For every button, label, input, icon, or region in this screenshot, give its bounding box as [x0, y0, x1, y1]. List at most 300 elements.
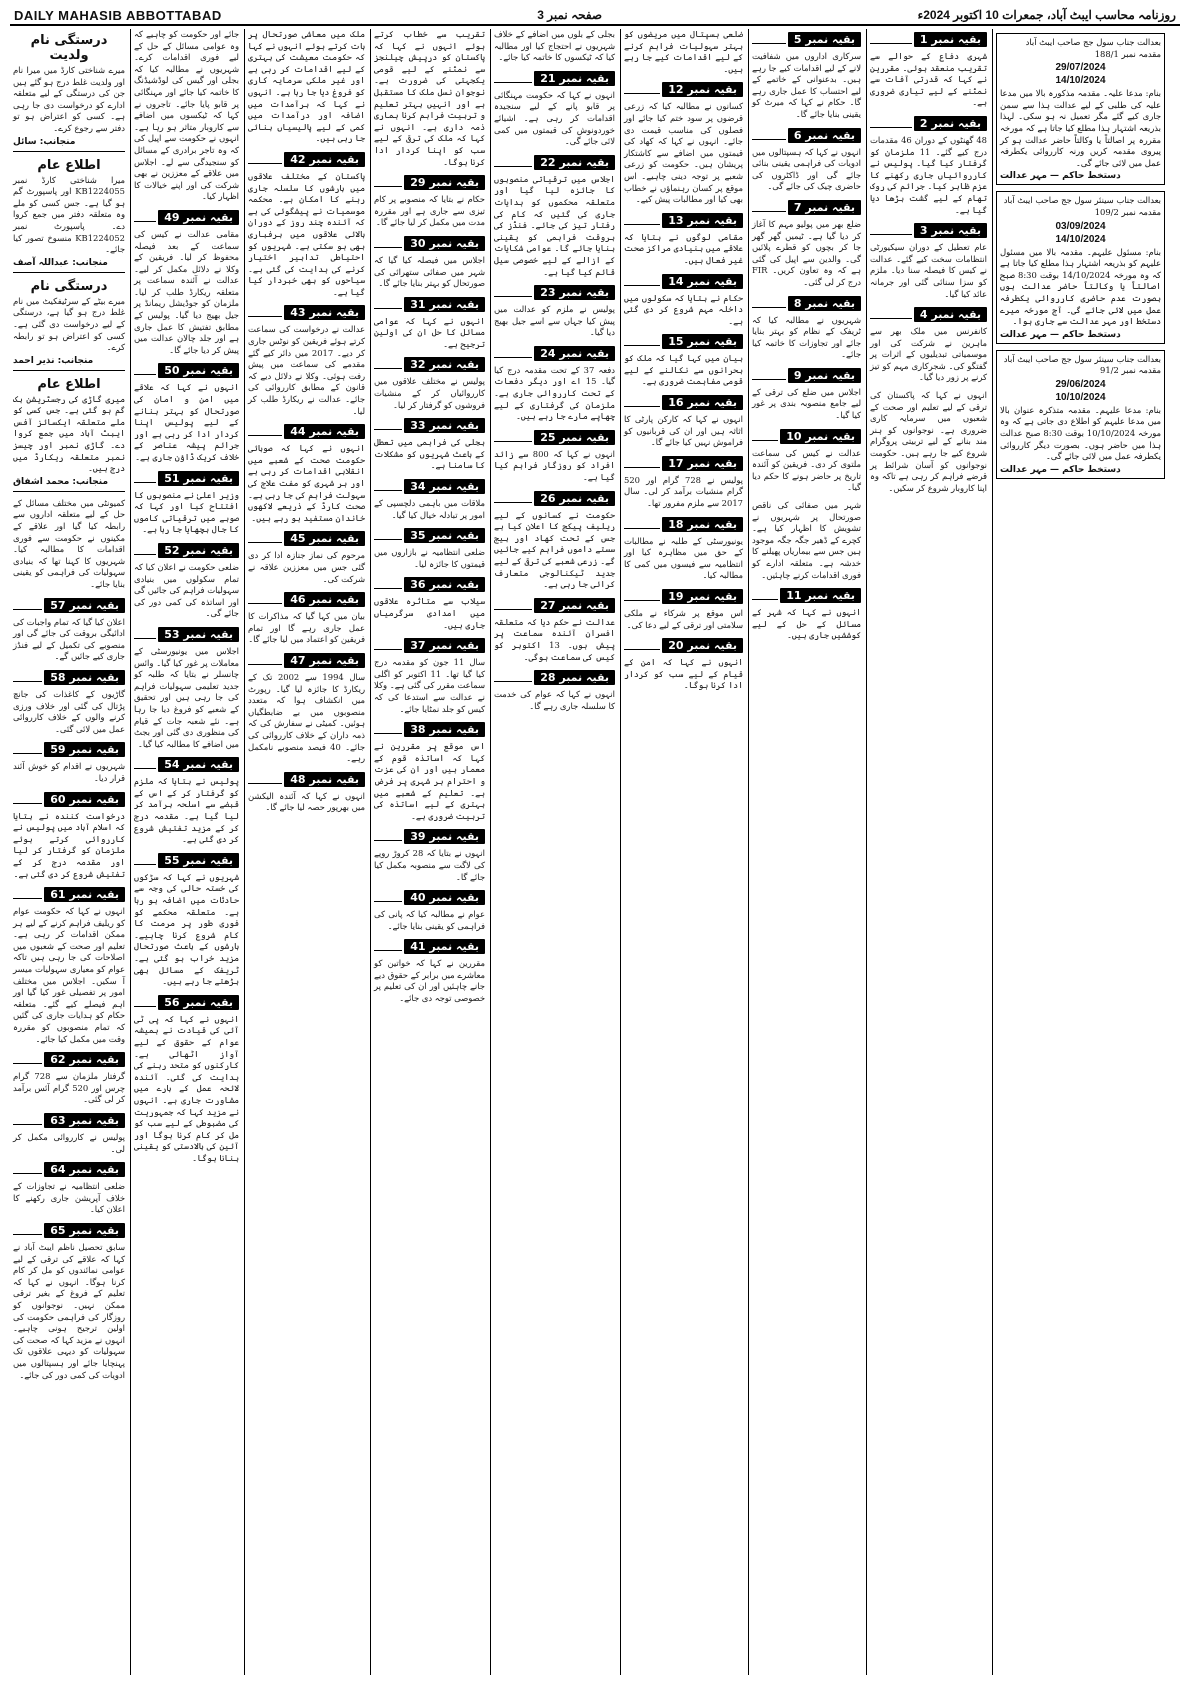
- continuation-body: سابق تحصیل ناظم ایبٹ آباد نے کہا کہ علاقے کی ترقی کے لیے عوامی نمائندوں کو مل کر کام کرنا ہوگا۔ انہوں نے کہا کہ تعلیم کے فروغ کے بغیر ترقی ممکن نہیں۔ نوجوانوں کو روزگار کی فراہمی حکومت کی اولین ترجیح ہونی چاہیے۔ انہوں نے مزید کہا کہ صحت کی سہولیات کو دیہی علاقوں تک پہنچایا جائے اور ہسپتالوں میں ادویات کی کمی دور کی جائے۔: [13, 1241, 125, 1380]
- header-rule: [13, 601, 42, 610]
- header-rule: [374, 580, 402, 589]
- continuation-header: [624, 637, 743, 654]
- header-rule: [870, 310, 912, 319]
- continuation-label: بقیہ نمبر 4: [914, 307, 987, 322]
- continuation-header: [752, 127, 861, 144]
- continuation-header: [248, 591, 365, 608]
- continuation-header: [248, 423, 365, 440]
- continuation-body: عام تعطیل کے دوران سیکیورٹی انتظامات سخت کیے گئے۔ عدالت نے کیس کا فیصلہ سنا دیا۔ ملزم کو سزا سنائی گئی اور جرمانہ عائد کیا گیا۔: [870, 242, 987, 299]
- continuation-label: بقیہ نمبر 42: [284, 152, 365, 167]
- continuation-header: [134, 756, 239, 773]
- continuation-label: بقیہ نمبر 3: [914, 223, 987, 238]
- notice-4-8: [374, 527, 485, 570]
- continuation-body: بیان میں کہا گیا کہ مذاکرات کا عمل جاری رہے گا اور تمام فریقین کو اعتماد میں لیا جائے گا۔: [248, 611, 365, 645]
- continuation-label: بقیہ نمبر 49: [158, 210, 239, 225]
- continuation-header: [494, 429, 615, 446]
- notice-3-3: [248, 304, 365, 417]
- continuation-body: سیلاب سے متاثرہ علاقوں میں امدادی سرگرمیاں جاری ہیں۔: [374, 596, 485, 630]
- continuation-body: انہوں نے کہا کہ صوبائی حکومت صحت کے شعبے میں انقلابی اقدامات کر رہی ہے اور ہر شہری کو مفت علاج کی سہولت فراہم کی جا رہی ہے۔ صحت کارڈ کے ذریعے لاکھوں خاندان مستفید ہو رہے ہیں۔: [248, 443, 365, 523]
- continuation-body: انہوں نے کہا کہ کارکن پارٹی کا اثاثہ ہیں اور ان کی قربانیوں کو فراموش نہیں کیا جائے گا۔: [624, 414, 743, 448]
- news-column-7: [748, 29, 864, 1675]
- continuation-label: بقیہ نمبر 15: [662, 334, 743, 349]
- header-rule: [374, 725, 402, 734]
- masthead: [10, 6, 1180, 26]
- header-rule: [13, 890, 42, 899]
- header-rule: [624, 641, 660, 650]
- continuation-body: پولیس نے مختلف علاقوں میں کارروائیاں کر کے منشیات فروشوں کو گرفتار کر لیا۔: [374, 376, 485, 410]
- issue-date: روزنامہ محاسب ایبٹ آباد، جمعرات 10 اکتوبر 2024ء: [917, 8, 1176, 22]
- continuation-body: اجلاس میں یونیورسٹی کے معاملات پر غور کیا گیا۔ وائس چانسلر نے بتایا کہ طلبہ کو جدید تعلیمی سہولیات فراہم کی جا رہی ہیں اور تحقیق کے شعبے کو فروغ دیا جا رہا ہے۔ نئے شعبہ جات کے قیام کی منظوری دی گئی اور بجٹ میں اضافے کا مطالبہ کیا گیا۔: [134, 645, 239, 749]
- continuation-body: 48 گھنٹوں کے دوران 46 مقدمات درج کیے گئے۔ 11 ملزمان کو گرفتار کیا گیا۔ پولیس نے کارروائیاں جاری رکھنے کا عزم ظاہر کیا۔ جرائم کی روک تھام کے لیے گشت بڑھا دیا گیا ہے۔: [870, 134, 988, 215]
- continuation-header: [13, 1051, 125, 1068]
- notice-signature: منجانب: سائل: [13, 136, 76, 147]
- article-text: انہوں نے کہا کہ پاکستان کی ترقی کے لیے تعلیم اور صحت کے شعبوں میں سرمایہ کاری ضروری ہے۔ نوجوانوں کو ہنر مند بنانے کے لیے تربیتی پروگرام شروع کیے جا رہے ہیں۔ حکومت نوجوانوں کو آسان شرائط پر قرضے فراہم کر رہی ہے تاکہ وہ اپنا کاروبار شروع کر سکیں۔: [870, 390, 987, 493]
- continuation-label: بقیہ نمبر 39: [404, 829, 485, 844]
- continuation-header: [624, 212, 743, 229]
- divider: [13, 370, 125, 371]
- continuation-body: مرحوم کی نماز جنازہ ادا کر دی گئی جس میں معززین علاقہ نے شرکت کی۔: [248, 550, 365, 584]
- notice-4-4: [374, 296, 485, 351]
- notice-3-1: [248, 29, 365, 145]
- continuation-label: بقیہ نمبر 31: [404, 297, 485, 312]
- notice-6-5: [624, 333, 743, 388]
- notice-1-5: [13, 498, 125, 591]
- continuation-label: بقیہ نمبر 11: [780, 588, 861, 603]
- court-body: بنام: مسئول علیہم۔ مقدمہ بالا میں مسئول علیہم کو بذریعہ اشتہار ہذا مطلع کیا جاتا ہے کہ وہ مورخہ 14/10/2024 بوقت 8:30 صبح اصالتاً یا وکالتاً حاضر عدالت ہوں بصورت عدم حاضری کارروائی یکطرفہ عمل میں لائی جائے گی۔ آج مورخہ میرے دستخط اور مہر عدالت سے جاری ہوا۔: [1000, 246, 1162, 327]
- notice-2-9: [134, 994, 239, 1165]
- continuation-header: [752, 295, 861, 312]
- notice-3-4: [248, 423, 365, 524]
- court-signature: دستخط حاکم — مہر عدالت: [1000, 329, 1121, 340]
- continuation-header: [494, 284, 615, 301]
- continuation-body: انہوں نے کہا کہ علاقے میں امن و امان کی صورتحال کو بہتر بنانے کے لیے پولیس اپنا کردار ادا کر رہی ہے اور جرائم پیشہ عناصر کے خلاف کریک ڈاؤن جاری ہے۔: [134, 382, 239, 462]
- continuation-body: انہوں نے کہا کہ آئندہ الیکشن میں بھرپور حصہ لیا جائے گا۔: [248, 790, 365, 813]
- continuation-header: [134, 994, 239, 1011]
- header-rule: [13, 795, 42, 804]
- header-rule: [374, 300, 402, 309]
- continuation-label: بقیہ نمبر 63: [44, 1113, 125, 1128]
- continuation-body: سال 1994 سے 2002 تک کے ریکارڈ کا جائزہ لیا گیا۔ رپورٹ میں انکشاف ہوا کہ متعدد منصوبوں میں بے ضابطگیاں ہوئیں۔ کمیٹی نے سفارش کی کہ ذمہ داران کے خلاف کارروائی کی جائے۔ 40 فیصد منصوبے نامکمل رہے۔: [248, 671, 365, 764]
- continuation-label: بقیہ نمبر 48: [284, 772, 365, 787]
- header-rule: [752, 131, 786, 140]
- header-rule: [752, 35, 786, 44]
- continuation-label: بقیہ نمبر 6: [788, 128, 861, 143]
- continuation-header: [374, 637, 485, 654]
- continuation-label: بقیہ نمبر 38: [404, 722, 485, 737]
- header-rule: [494, 433, 532, 442]
- continuation-header: [13, 597, 125, 614]
- continuation-body: انہوں نے کہا کہ حکومت مہنگائی پر قابو پانے کے لیے سنجیدہ اقدامات کر رہی ہے۔ اشیائے خوردونوش کی قیمتوں میں کمی لائی جائے گی۔: [494, 89, 615, 147]
- notice-4-5: [374, 356, 485, 411]
- continuation-header: [134, 470, 239, 487]
- continuation-body: اس موقع پر شرکاء نے ملکی سلامتی اور ترقی کے لیے دعا کی۔: [624, 608, 743, 630]
- notice-6-1: [624, 29, 743, 75]
- continuation-body: کانفرنس میں ملک بھر سے ماہرین نے شرکت کی اور موسمیاتی تبدیلیوں کے اثرات پر گفتگو کی۔ شجرکاری مہم کو تیز کرنے پر زور دیا گیا۔: [870, 326, 987, 383]
- continuation-body: پولیس نے ملزم کو عدالت میں پیش کیا جہاں سے اسے جیل بھیج دیا گیا۔: [494, 304, 615, 338]
- notice-5-8: [494, 597, 615, 663]
- continuation-label: بقیہ نمبر 52: [158, 543, 239, 558]
- notice-9-3: [996, 350, 1165, 479]
- continuation-body: ضلعی انتظامیہ نے تجاوزات کے خلاف آپریشن جاری رکھنے کا اعلان کیا۔: [13, 1181, 125, 1215]
- article-text: جائے اور حکومت کو چاہیے کہ وہ عوامی مسائل کے حل کے لیے فوری اقدامات کرے۔ شہریوں نے مطالبہ کیا کہ بجلی اور گیس کی لوڈشیڈنگ کا خاتمہ کیا جائے اور مہنگائی پر قابو پایا جائے۔ تاجروں نے کہا کہ ٹیکسوں میں اضافے سے کاروبار متاثر ہو رہا ہے۔ انہوں نے حکومت سے اپیل کی کہ وہ تاجر برادری کے مسائل کو سنجیدگی سے لے۔ اجلاس میں علاقے کے معززین نے بھی شرکت کی اور اپنے خیالات کا اظہار کیا۔: [134, 29, 239, 202]
- continuation-label: بقیہ نمبر 47: [284, 653, 365, 668]
- continuation-body: ملاقات میں باہمی دلچسپی کے امور پر تبادلہ خیال کیا گیا۔: [374, 498, 485, 520]
- divider: [13, 151, 125, 152]
- continuation-body: ضلعی انتظامیہ نے بازاروں میں قیمتوں کا جائزہ لیا۔: [374, 547, 485, 569]
- notice-1-3: [13, 279, 125, 371]
- continuation-body: عدالت نے حکم دیا کہ متعلقہ افسران آئندہ سماعت پر پیش ہوں۔ 13 اکتوبر کو کیس کی سماعت ہوگی۔: [494, 616, 615, 662]
- article-text: کمیونٹی میں مختلف مسائل کے حل کے لیے متعلقہ اداروں سے رابطہ کیا گیا اور علاقے کے مکینوں نے حکومت سے فوری اقدامات کا مطالبہ کیا۔ شہریوں کا کہنا تھا کہ بنیادی سہولیات کی فراہمی کو یقینی بنایا جائے۔: [13, 497, 125, 589]
- continuation-body: انہوں نے کہا کہ ہسپتالوں میں ادویات کی فراہمی یقینی بنائی جائے گی اور ڈاکٹروں کی حاضری چیک کی جائے گی۔: [752, 146, 861, 192]
- court-notice: [996, 191, 1165, 343]
- notice-6-7: [624, 455, 743, 510]
- hearing-date: 14/10/2024: [1055, 233, 1106, 245]
- continuation-label: بقیہ نمبر 44: [284, 424, 365, 439]
- continuation-body: درخواست کنندہ نے بتایا کہ اسلام آباد میں پولیس نے کارروائی کرتے ہوئے ملزمان کو گرفتار کر لیا اور مقدمہ درج کر کے تفتیش شروع کر دی گئی ہے۔: [13, 810, 125, 879]
- continuation-label: بقیہ نمبر 54: [158, 757, 239, 772]
- notice-body: میرے شناختی کارڈ میں میرا نام اور ولدیت غلط درج ہو گئے ہیں جن کی درستگی کے لیے متعلقہ ادارے کو درخواست دی جا رہی ہے۔ کسی کو اعتراض ہو تو دفتر سے رجوع کرے۔: [13, 65, 125, 133]
- notice-title: اطلاع عام: [37, 376, 101, 392]
- continuation-header: [13, 1112, 125, 1129]
- continuation-header: [374, 938, 485, 955]
- header-rule: [870, 35, 912, 44]
- continuation-header: [752, 199, 861, 216]
- header-rule: [248, 308, 282, 317]
- continuation-body: حکومت نے کسانوں کے لیے ریلیف پیکج کا اعلان کیا ہے جس کے تحت کھاد اور بیج سستے داموں فراہم کیے جائیں گے۔ زرعی شعبے کی ترقی کے لیے جدید ٹیکنالوجی متعارف کرائی جا رہی ہے۔: [494, 509, 615, 590]
- header-rule: [134, 366, 156, 375]
- continuation-body: یونیورسٹی کے طلبہ نے مطالبات کے حق میں مظاہرہ کیا اور انتظامیہ سے فیسوں میں کمی کا مطالبہ کیا۔: [624, 535, 743, 581]
- continuation-header: [134, 209, 239, 226]
- notice-2-8: [134, 852, 239, 988]
- continuation-header: [752, 587, 861, 604]
- continuation-header: [374, 356, 485, 373]
- continuation-header: [374, 296, 485, 313]
- date-filed: 29/07/2024: [1055, 62, 1106, 74]
- continuation-header: [134, 852, 239, 869]
- continuation-label: بقیہ نمبر 8: [788, 296, 861, 311]
- continuation-header: [13, 886, 125, 903]
- continuation-body: عدالت نے درخواست کی سماعت کرتے ہوئے فریقین کو نوٹس جاری کر دیے۔ 2017 میں دائر کیے گئے مقدمے کی سماعت میں پیش رفت ہوئی۔ وکلا نے دلائل دیے کہ قانون کے مطابق کارروائی کی جائے۔ عدالت نے ریکارڈ طلب کر لیا۔: [248, 324, 365, 416]
- case-number: مقدمہ نمبر 188/1: [1094, 48, 1161, 59]
- continuation-header: [248, 304, 365, 321]
- continuation-header: [870, 222, 987, 239]
- continuation-label: بقیہ نمبر 56: [158, 995, 239, 1010]
- case-number: مقدمہ نمبر 109/2: [1094, 206, 1161, 217]
- header-rule: [374, 641, 402, 650]
- header-rule: [134, 998, 156, 1007]
- continuation-label: بقیہ نمبر 33: [404, 418, 485, 433]
- court-body: بنام: مدعا علیہ۔ مقدمہ مذکورہ بالا میں مدعا علیہ کی طلبی کے لیے عدالت ہذا سے سمن جاری کیے گئے مگر تعمیل نہ ہو سکی۔ لہذا بذریعہ اشتہار ہذا مطلع کیا جاتا ہے کہ مورخہ مقررہ پر اصالتاً یا وکالتاً حاضر عدالت ہو کر پیروی مقدمہ کریں ورنہ کارروائی یکطرفہ عمل میں لائی جائے گی۔: [1000, 88, 1161, 168]
- columns-grid: [10, 29, 1180, 1675]
- continuation-body: اس موقع پر مقررین نے کہا کہ اساتذہ قوم کے معمار ہیں اور ان کی عزت و احترام ہر شہری پر فرض ہے۔ تعلیم کے شعبے میں بہتری کے لیے اساتذہ کی تربیت ضروری ہے۔: [374, 741, 485, 821]
- header-rule: [13, 1116, 42, 1125]
- header-rule: [374, 893, 402, 902]
- continuation-label: بقیہ نمبر 1: [914, 32, 987, 47]
- header-rule: [624, 592, 660, 601]
- continuation-body: اجلاس میں فیصلہ کیا گیا کہ شہر میں صفائی ستھرائی کی صورتحال کو بہتر بنایا جائے گا۔: [374, 254, 485, 289]
- notice-4-10: [374, 637, 485, 715]
- header-rule: [134, 213, 156, 222]
- header-rule: [374, 360, 402, 369]
- header-rule: [624, 216, 660, 225]
- divider: [13, 491, 125, 492]
- header-rule: [134, 760, 156, 769]
- continuation-body: پولیس نے کارروائی مکمل کر لی۔: [13, 1132, 125, 1154]
- notice-3-7: [248, 652, 365, 765]
- continuation-body: شہریوں نے مطالبہ کیا کہ ٹریفک کے نظام کو بہتر بنایا جائے اور تجاوزات کا خاتمہ کیا جائے۔: [752, 314, 861, 360]
- court-signature: دستخط حاکم — مہر عدالت: [1000, 171, 1121, 182]
- continuation-label: بقیہ نمبر 59: [44, 742, 125, 757]
- header-rule: [374, 421, 402, 430]
- continuation-header: [624, 455, 743, 472]
- notice-1-13: [13, 1161, 125, 1216]
- header-rule: [752, 432, 778, 441]
- continuation-label: بقیہ نمبر 61: [44, 887, 125, 902]
- continuation-header: [494, 70, 615, 87]
- notice-3-6: [248, 591, 365, 646]
- news-column-3: [244, 29, 368, 1675]
- notice-6-8: [624, 516, 743, 582]
- notice-5-9: [494, 669, 615, 712]
- continuation-body: انہوں نے بتایا کہ 28 کروڑ روپے کی لاگت سے منصوبہ مکمل کیا جائے گا۔: [374, 848, 485, 882]
- continuation-body: سال 11 جون کو مقدمہ درج کیا گیا تھا۔ 11 اکتوبر کو اگلی سماعت مقرر کی گئی ہے۔ وکلا نے عدالت سے استدعا کی کہ کیس کو جلد نمٹایا جائے۔: [374, 657, 485, 714]
- divider: [13, 272, 125, 273]
- continuation-body: حکام نے بتایا کہ منصوبے پر کام تیزی سے جاری ہے اور مقررہ مدت میں مکمل کر لیا جائے گا۔: [374, 194, 485, 228]
- notice-4-12: [374, 828, 485, 883]
- continuation-body: پاکستان کے مختلف علاقوں میں بارشوں کا سلسلہ جاری رہنے کا امکان ہے۔ محکمہ موسمیات نے پیشگوئی کی ہے کہ آئندہ چند روز کے دوران بالائی علاقوں میں برفباری بھی ہو سکتی ہے۔ شہریوں کو احتیاطی تدابیر اختیار کرنے کی ہدایت کی گئی ہے۔ سیاحوں کو بھی خبردار کیا گیا ہے۔: [248, 170, 365, 297]
- header-rule: [752, 371, 786, 380]
- notice-8-3: [870, 222, 987, 300]
- continuation-body: ضلعی حکومت نے اعلان کیا کہ تمام سکولوں میں بنیادی سہولیات فراہم کی جائیں گی اور اساتذہ کی کمی دور کی جائے گی۔: [134, 561, 239, 619]
- court-notice: [996, 33, 1165, 185]
- notice-5-1: [494, 29, 615, 64]
- header-rule: [248, 775, 282, 784]
- header-rule: [13, 745, 42, 754]
- notice-2-1: [134, 29, 239, 203]
- continuation-header: [13, 791, 125, 808]
- continuation-body: انہوں نے کہا کہ عوامی مسائل کا حل ان کی اولین ترجیح ہے۔: [374, 315, 485, 349]
- continuation-header: [494, 669, 615, 686]
- continuation-label: بقیہ نمبر 65: [44, 1223, 125, 1238]
- article-text: ضلعی ہسپتال میں مریضوں کو بہتر سہولیات فراہم کرنے کے لیے اقدامات کیے جا رہے ہیں۔: [624, 29, 743, 74]
- header-rule: [374, 832, 402, 841]
- news-column-9: [992, 29, 1168, 1675]
- header-rule: [134, 630, 156, 639]
- header-rule: [374, 482, 402, 491]
- continuation-body: شہریوں نے کہا کہ سڑکوں کی خستہ حالی کی وجہ سے حادثات میں اضافہ ہو رہا ہے۔ متعلقہ محکمے کو فوری طور پر مرمت کا کام شروع کرنا چاہیے۔ بارشوں کے باعث صورتحال مزید خراب ہو گئی ہے۔ ٹریفک کے مسائل بھی بڑھتے جا رہے ہیں۔: [134, 871, 239, 987]
- continuation-header: [870, 31, 987, 48]
- continuation-header: [624, 81, 743, 98]
- continuation-label: بقیہ نمبر 35: [404, 528, 485, 543]
- continuation-header: [494, 490, 615, 507]
- continuation-body: شہری دفاع کے حوالے سے تقریب منعقد ہوئی۔ مقررین نے کہا کہ قدرتی آفات سے نمٹنے کے لیے تیاری ضروری ہے۔: [870, 51, 987, 108]
- notice-7-6: [752, 428, 861, 494]
- notice-6-2: [624, 81, 743, 205]
- header-rule: [624, 398, 660, 407]
- notice-1-14: [13, 1222, 125, 1381]
- date-filed: 03/09/2024: [1055, 220, 1106, 232]
- notice-4-11: [374, 721, 485, 822]
- notice-4-9: [374, 576, 485, 631]
- continuation-label: بقیہ نمبر 20: [662, 638, 743, 653]
- news-column-8: [866, 29, 990, 1675]
- notice-7-8: [752, 587, 861, 642]
- notice-4-2: [374, 174, 485, 229]
- header-rule: [494, 288, 532, 297]
- continuation-body: انہوں نے کہا کہ حکومت عوام کو ریلیف فراہم کرنے کے لیے ہر ممکن اقدامات کر رہی ہے۔ تعلیم اور صحت کے شعبوں میں اصلاحات کی جا رہی ہیں تاکہ عوام کو معیاری سہولیات میسر آ سکیں۔ اجلاس میں مختلف امور پر تفصیلی غور کیا گیا اور اہم فیصلے کیے گئے۔ متعلقہ حکام کو ہدایات جاری کی گئیں کہ تمام منصوبوں کو مقررہ وقت میں مکمل کیا جائے۔: [13, 906, 125, 1044]
- notice-8-1: [870, 31, 987, 109]
- paper-name: DAILY MAHASIB ABBOTTABAD: [14, 7, 222, 23]
- notice-8-5: [870, 390, 987, 494]
- continuation-body: عوام نے مطالبہ کیا کہ پانی کی فراہمی کو یقینی بنایا جائے۔: [374, 909, 485, 931]
- continuation-header: [752, 367, 861, 384]
- continuation-header: [248, 771, 365, 788]
- notice-1-11: [13, 1051, 125, 1106]
- news-column-2: [130, 29, 242, 1675]
- notice-5-7: [494, 490, 615, 591]
- notice-6-6: [624, 394, 743, 449]
- notice-7-4: [752, 295, 861, 361]
- continuation-body: مقامی عدالت نے کیس کی سماعت کے بعد فیصلہ محفوظ کر لیا۔ فریقین کے وکلا نے دلائل مکمل کر لیے۔ عدالت نے آئندہ سماعت پر متعلقہ ریکارڈ طلب کر لیا۔ ملزمان کو جوڈیشل ریمانڈ پر جیل بھیج دیا گیا۔ پولیس کے مطابق تفتیش کا عمل جاری ہے اور جلد چالان عدالت میں پیش کر دیا جائے گا۔: [134, 228, 239, 355]
- header-rule: [248, 427, 282, 436]
- notice-4-6: [374, 417, 485, 472]
- header-rule: [494, 349, 532, 358]
- continuation-body: انہوں نے کہا کہ 800 سے زائد افراد کو روزگار فراہم کیا گیا ہے۔: [494, 448, 615, 483]
- article-text: تقریب سے خطاب کرتے ہوئے انہوں نے کہا کہ پاکستان کو درپیش چیلنجز سے نمٹنے کے لیے قومی یکجہتی کی ضرورت ہے۔ نوجوان نسل ملک کا مستقبل ہے اور انہیں بہتر تعلیم و تربیت فراہم کرنا ہماری ذمہ داری ہے۔ انہوں نے کہا کہ ملک کی ترقی کے لیے سب کو اپنا کردار ادا کرنا ہوگا۔: [374, 29, 485, 167]
- header-rule: [494, 74, 532, 83]
- header-rule: [134, 856, 156, 865]
- continuation-label: بقیہ نمبر 60: [44, 792, 125, 807]
- notice-7-7: [752, 500, 861, 581]
- continuation-body: انہوں نے کہا کہ پی ٹی آئی کی قیادت نے ہمیشہ عوام کے حقوق کے لیے آواز اٹھائی ہے۔ کارکنوں کو متحد رہنے کی ہدایت کی گئی۔ آئندہ لائحہ عمل کے بارے میں مشاورت جاری ہے۔ انہوں نے مزید کہا کہ جمہوریت کی مضبوطی کے لیے سب کو مل کر کام کرنا ہوگا اور آئین کی بالادستی کو یقینی بنانا ہوگا۔: [134, 1013, 239, 1163]
- notice-1-12: [13, 1112, 125, 1155]
- header-rule: [374, 239, 402, 248]
- continuation-header: [374, 889, 485, 906]
- notice-6-3: [624, 212, 743, 267]
- news-column-6: [620, 29, 746, 1675]
- continuation-label: بقیہ نمبر 10: [780, 429, 861, 444]
- continuation-header: [624, 516, 743, 533]
- continuation-header: [494, 345, 615, 362]
- continuation-label: بقیہ نمبر 22: [534, 155, 615, 170]
- continuation-label: بقیہ نمبر 28: [534, 670, 615, 685]
- continuation-body: انہوں نے کہا کہ امن کے قیام کے لیے سب کو کردار ادا کرنا ہوگا۔: [624, 657, 743, 691]
- article-text: شہر میں صفائی کی ناقص صورتحال پر شہریوں نے تشویش کا اظہار کیا ہے۔ کچرے کے ڈھیر جگہ جگہ موجود ہیں جس سے بیماریاں پھیلنے کا خدشہ ہے۔ متعلقہ ادارے کو فوری اقدامات کرنے چاہئیں۔: [752, 500, 861, 580]
- continuation-body: اعلان کیا گیا کہ تمام واجبات کی ادائیگی بروقت کی جائے گی اور منصوبے کی تکمیل کے لیے فنڈز جاری کیے جائیں گے۔: [13, 616, 125, 662]
- notice-signature: منجانب: محمد اشفاق: [13, 476, 109, 487]
- hearing-date: 14/10/2024: [1055, 75, 1106, 87]
- continuation-body: کسانوں نے مطالبہ کیا کہ زرعی قرضوں پر سود ختم کیا جائے اور فصلوں کی مناسب قیمت دی جائے۔ انہوں نے کہا کہ کھاد کی قیمتوں میں اضافے سے کاشتکار پریشان ہیں۔ حکومت کو زرعی شعبے پر توجہ دینی چاہیے۔ اس موقع پر کسان رہنماؤں نے خطاب بھی کیا اور مطالبات پیش کیے۔: [624, 101, 743, 205]
- continuation-header: [134, 542, 239, 559]
- notice-6-4: [624, 273, 743, 328]
- continuation-header: [13, 1161, 125, 1178]
- continuation-header: [374, 417, 485, 434]
- continuation-label: بقیہ نمبر 45: [284, 531, 365, 546]
- notice-9-2: [996, 191, 1165, 343]
- continuation-header: [752, 428, 861, 445]
- continuation-body: بجلی کی فراہمی میں تعطل کے باعث شہریوں کو مشکلات کا سامنا ہے۔: [374, 437, 485, 471]
- continuation-label: بقیہ نمبر 9: [788, 368, 861, 383]
- court-body: بنام: مدعا علیہم۔ مقدمہ متذکرہ عنوان بالا میں مدعا علیہم کو اطلاع دی جاتی ہے کہ وہ مورخہ 10/10/2024 بوقت 8:30 صبح عدالت ہذا میں حاضر ہوں۔ بصورت دیگر کارروائی یکطرفہ عمل میں لائی جائے گی۔: [1000, 404, 1162, 462]
- header-rule: [624, 85, 660, 94]
- notice-signature: منجانب: عبداللہ آصف: [13, 257, 108, 268]
- continuation-label: بقیہ نمبر 55: [158, 853, 239, 868]
- notice-5-4: [494, 284, 615, 339]
- continuation-header: [248, 151, 365, 168]
- continuation-header: [248, 652, 365, 669]
- header-rule: [374, 942, 402, 951]
- notice-3-8: [248, 771, 365, 814]
- court-heading: بعدالت جناب سینئر سول جج صاحب ایبٹ آباد: [1003, 353, 1161, 364]
- continuation-header: [374, 174, 485, 191]
- continuation-label: بقیہ نمبر 17: [662, 456, 743, 471]
- continuation-header: [494, 597, 615, 614]
- continuation-header: [870, 306, 987, 323]
- notice-1-8: [13, 741, 125, 784]
- header-rule: [494, 158, 532, 167]
- continuation-label: بقیہ نمبر 25: [534, 430, 615, 445]
- header-rule: [13, 673, 42, 682]
- continuation-header: [624, 333, 743, 350]
- continuation-header: [13, 669, 125, 686]
- continuation-label: بقیہ نمبر 7: [788, 200, 861, 215]
- continuation-label: بقیہ نمبر 27: [534, 598, 615, 613]
- header-rule: [374, 178, 402, 187]
- notice-2-2: [134, 209, 239, 357]
- news-column-5: [490, 29, 618, 1675]
- continuation-body: پولیس نے بتایا کہ ملزم کو گرفتار کر کے اس کے قبضے سے اسلحہ برآمد کر لیا گیا ہے۔ مقدمہ درج کر کے مزید تفتیش شروع کر دی گئی ہے۔: [134, 776, 239, 845]
- header-rule: [134, 546, 156, 555]
- continuation-label: بقیہ نمبر 18: [662, 517, 743, 532]
- continuation-body: اجلاس میں ترقیاتی منصوبوں کا جائزہ لیا گیا اور متعلقہ محکموں کو ہدایات جاری کی گئیں کہ کام کی رفتار تیز کی جائے۔ فنڈز کی بروقت فراہمی کو یقینی بنایا جائے گا۔ عوامی شکایات کے ازالے کے لیے خصوصی سیل قائم کیا گیا ہے۔: [494, 173, 615, 277]
- header-rule: [374, 531, 402, 540]
- continuation-header: [248, 530, 365, 547]
- continuation-label: بقیہ نمبر 26: [534, 491, 615, 506]
- notice-4-14: [374, 938, 485, 1004]
- notice-2-5: [134, 542, 239, 620]
- notice-2-4: [134, 470, 239, 536]
- continuation-header: [13, 1222, 125, 1239]
- court-notice: [996, 350, 1165, 479]
- continuation-header: [494, 154, 615, 171]
- notice-2-3: [134, 362, 239, 463]
- continuation-body: اجلاس میں ضلع کی ترقی کے لیے جامع منصوبہ بندی پر غور کیا گیا۔: [752, 386, 861, 421]
- notice-1-2: [13, 158, 125, 273]
- continuation-label: بقیہ نمبر 2: [914, 116, 987, 131]
- notice-body: میرے بیٹے کے سرٹیفکیٹ میں نام غلط درج ہو گیا ہے، درستگی کے لیے درخواست دی گئی ہے۔ کسی کو اعتراض ہو تو رابطہ کرے۔: [13, 295, 125, 353]
- news-column-4: [370, 29, 488, 1675]
- continuation-body: عدالت نے کیس کی سماعت ملتوی کر دی۔ فریقین کو آئندہ تاریخ پر حاضر ہونے کا حکم دیا گیا۔: [752, 447, 861, 493]
- notice-body: میری گاڑی کی رجسٹریشن بک گم ہو گئی ہے۔ جس کسی کو ملے متعلقہ ایکسائز آفس ایبٹ آباد میں جمع کروا دے۔ گاڑی نمبر اور چیسز نمبر متعلقہ ریکارڈ میں درج ہیں۔: [13, 393, 125, 474]
- date-filed: 29/06/2024: [1055, 378, 1106, 390]
- continuation-body: وزیر اعلیٰ نے منصوبوں کا افتتاح کیا اور کہا کہ صوبے میں ترقیاتی کاموں کا جال بچھایا جا رہا ہے۔: [134, 489, 239, 535]
- continuation-label: بقیہ نمبر 64: [44, 1162, 125, 1177]
- notice-5-2: [494, 70, 615, 148]
- header-rule: [870, 226, 912, 235]
- continuation-label: بقیہ نمبر 57: [44, 598, 125, 613]
- court-signature: دستخط حاکم — مہر عدالت: [1000, 464, 1121, 475]
- article-text: بجلی کے بلوں میں اضافے کے خلاف شہریوں نے احتجاج کیا اور مطالبہ کیا کہ ٹیکسوں کا خاتمہ کیا جائے۔: [494, 29, 615, 63]
- notice-5-6: [494, 429, 615, 484]
- continuation-header: [374, 478, 485, 495]
- continuation-label: بقیہ نمبر 58: [44, 670, 125, 685]
- court-heading: بعدالت جناب سول جج صاحب ایبٹ آباد: [1025, 37, 1161, 47]
- continuation-header: [374, 235, 485, 252]
- notice-6-10: [624, 637, 743, 692]
- continuation-label: بقیہ نمبر 5: [788, 32, 861, 47]
- notice-title: درستگی نام: [30, 278, 108, 294]
- continuation-label: بقیہ نمبر 40: [404, 890, 485, 905]
